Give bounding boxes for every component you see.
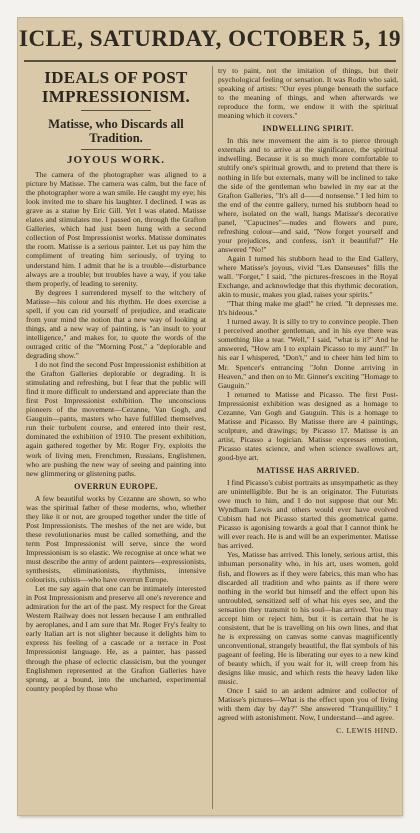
left-column [26, 66, 206, 809]
paragraph: I do not find the second Post Impressionist exhibition at the Grafton Galleries deplorable or degrading. It is stimulating and refreshing, but I fear that the public will find it more difficult to understand and appreciate than the first Post Impressionist exhibition. The unconscious pioneers of the movement—Cezanne, Van Gogh, and Gauguin—pants, masters who have fulfilled themselves, run their turbulent course, and entered into their rest, dominated the exhibition of 1910. The present exhibition, again gathered together by Mr. Roger Fry, exploits the work of living men, Frenchmen, Russians, Englishmen, who are pushing the new way of seeing and painting into new glimmering or glistening paths. [26, 360, 206, 478]
paragraph: Once I said to an ardent admirer and collector of Matisse's pictures—What is the effect upon you of living with them day by day?" She answered "Tranquillity." I agreed with astonishment. Now, I understand—and agree. [218, 686, 398, 723]
subhead-joyous-work: JOYOUS WORK. [67, 154, 165, 166]
paragraph: I turned away. It is silly to try to convince people. Then I perceived another gentleman, and in his eye there was something like a tear. "Well," I said, "what is it?" And he answered, "How am I to explain Picasso to my aunt?" In his ear I whispered, "Don't," and to cheer him led him to Mr. Spencer's entrancing "John Donne arriving in Heaven," and then on to Mr. Ginner's exciting "Homage to Gauguin." [218, 317, 398, 390]
headline: IDEALS OF POST IMPRESSIONISM. [41, 68, 191, 106]
subhead-matisse-has-arrived: MATISSE HAS ARRIVED. [256, 466, 360, 476]
paragraph: Yes, Matisse has arrived. This lonely, serious artist, this inhuman personality who, in his art, uses women, gold fish, and flowers as if they were fabrics, this man who has discarded all tradition and who paints as if there were nothing in the world but himself and the effect upon his untroubled, sensitized self of what his eyes see, and the sensation they transmit to his soul—has arrived. You may accept him or reject him, but it is certain that he is consistent, that he is travelling on his own lines, and that he is expressing on canvas some canvas magnificently unconventional, strangely beautiful, the flat symbols of his pageant of feeling. He is liberating our eyes to a new kind of beauty which, if you wait for it, will creep from his designs like music, and which rests the heavy laden like music. [218, 550, 398, 687]
author-signature: C. LEWIS HIND. [336, 726, 398, 736]
paragraph: By degrees I surrendered myself to the witchery of Matisse—his colour and his rhythm. He does exercise a spell, if you can rid yourself of prejudice, and eradicate from your mind the notion that a new way of looking at things, and a new way of painting, is "an insult to your intelligence," and makes for, to quote the words of the outraged critic of the "Morning Post," a "deplorable and degrading show." [26, 287, 206, 360]
paragraph: I returned to Matisse and Picasso. The first Post-Impressionist exhibition was designed as a homage to Cezanne, Van Gogh and Gauguin. This is a homage to Matisse and Picasso. By Matisse there are 4 paintings, sculpture, and drawings; by Picasso 17. Matisse is an artist, Picasso a logician. Matisse expresses emotion, Picasso states science, and when science swallows art, good-bye art. [218, 389, 398, 462]
deck-rule [81, 149, 151, 150]
column-divider [212, 66, 213, 809]
masthead: ICLE, SATURDAY, OCTOBER 5, 19 [19, 26, 401, 51]
right-column [218, 66, 398, 809]
paragraph: "That thing make me glad!" he cried. "It depresses me. It's hideous." [218, 299, 398, 318]
masthead-rule [24, 60, 396, 62]
subhead-overrun-europe: OVERRUN EUROPE. [74, 481, 158, 491]
paragraph: I find Picasso's cubist portraits as unsympathetic as they are unintelligible. But he is an originator. The Futurists owe much to him, and I do not suppose that our Mr. Wyndham Lewis and others would ever have evolved Cubism had not Picasso started this geometrical game. Picasso is agonising towards a goal that I cannot think he will ever reach. He is and will be an experimenter. Matisse has arrived. [218, 478, 398, 551]
paragraph: The camera of the photographer was aligned to a picture by Matisse. The camera was calm, but the face of the photographer wore a wan smile. He caught my eye; his look invited me to share his laughter. I declined. I was as grave as a statue by Eric Gill. Yet I was elated. Matisse elates and stimulates me. I passed on, through the Grafton Galleries, which had just been hung with a second collection of Post Impressionist works. Matisse dominates the room. Matisse is a serious painter. Let us pay him the compliment of treating him seriously, of trying to understand him. I admit that he is a trouble—disturbance always are a trouble; but troubles have a way, if you take them properly, of leading to serenity. [26, 170, 206, 288]
headline-rule [81, 110, 151, 111]
paragraph: try to paint, not the imitation of things, but their psychological feeling or sensation. It was Rodin who said, speaking of artists: "Our eyes plunge beneath the surface to the meaning of things, and when afterwards we reproduce the form, we endow it with the spiritual meaning which it covers." [218, 66, 398, 121]
paragraph: Let me say again that one can be intimately interested in Post Impressionism and preserve all one's reverence and admiration for the art of the past. My respect for the Great Western Railway does not lessen because I am enthralled by aeroplanes, and I am sure that Mr. Roger Fry's fealty to early Italian art is not slighter because it delights him to express his feeling of a cascade or a terrace in Post Impressionist language. He, as a painter, has passed through the phase of eclectic classicism, but the younger Englishmen represented at the Grafton Galleries have sprung, at a bound, into the uncharted, experimental country peopled by those who [26, 584, 206, 693]
paragraph: A few beautiful works by Cezanne are shown, so who was the spiritual father of these moderns, who, whether they like it or not, are grouped together under the title of Post Impressionists. The meshes of the net are wide, but these revolutionaries must be called something, and the term Post Impressionist will serve, since the word Impressionism is so elastic. We recognise at once what we must describe the army of ardent painters—expressionists, synthesists, eliminationists, rhythmists, intensive colourists, cubists—who have overrun Europe. [26, 493, 206, 585]
paragraph: In this new movement the aim is to pierce through externals and to arrive at the significance, the spiritual indwelling. Because it is so much more comfortable to stultify one's spiritual growth, and to pretend that there is nothing in life but externals, many will be inclined to take the side of the gentleman who bawled in my ear at the Grafton Galleries, "It's all d——d nonsense." I led him to the end of the centre gallery, turned his stubborn head to where, isolated on the wall, hangs Matisse's decorative panel, "Capucines"—nudes and flowers and pure, refreshing colour—and said, "Now forget yourself and your prejudices, and confess, isn't it beautiful?" He answered "No!" [218, 136, 398, 254]
paragraph: Again I turned his stubborn head to the End Gallery, where Matisse's joyous, vivid "Les Danseuses" fills the wall. "Forget," I said, "the pictures-frescoes in the Royal Exchange, and acknowledge that this rhythmic decoration, akin to music, makes you glad, raises your spirits." [218, 253, 398, 300]
newspaper-clipping [18, 18, 402, 815]
deck: Matisse, who Discards all Tradition. [48, 117, 184, 145]
subhead-indwelling-spirit: INDWELLING SPIRIT. [262, 124, 354, 134]
